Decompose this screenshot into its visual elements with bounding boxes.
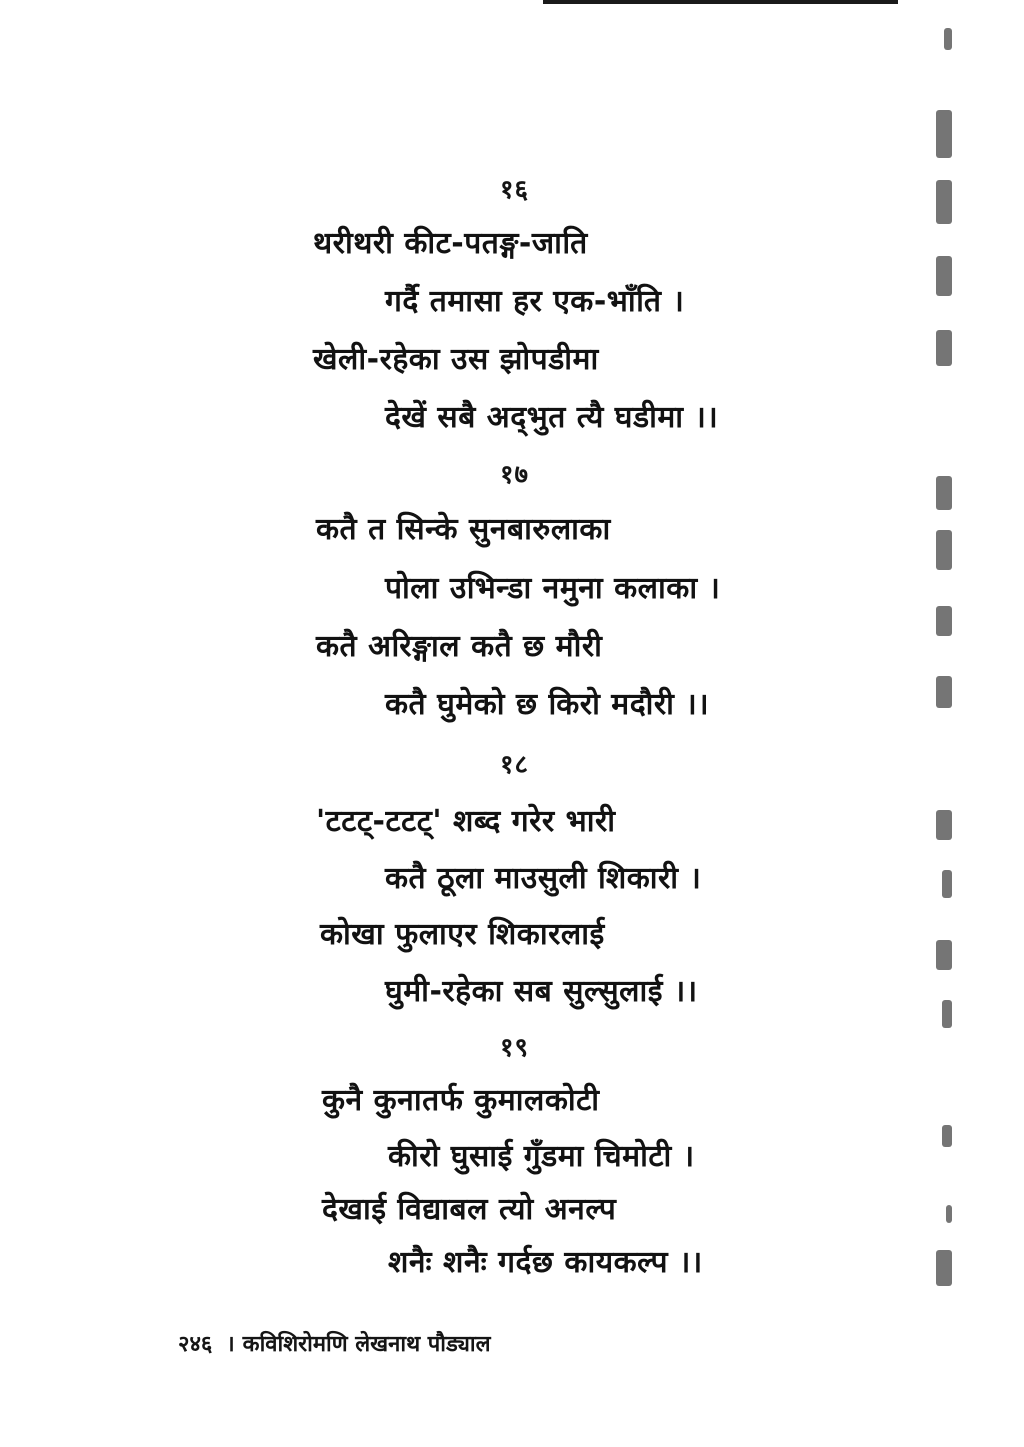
verse-line: 'टटट्-टटट्' शब्द गरेर भारी (316, 804, 616, 839)
verse-line: खेली-रहेका उस झोपडीमा (313, 342, 599, 377)
edge-bleed-mark (936, 940, 952, 970)
edge-bleed-mark (944, 28, 952, 50)
footer-separator: । (226, 1332, 235, 1357)
edge-bleed-mark (942, 1000, 952, 1028)
verse-line: कुनै कुनातर्फ कुमालकोटी (322, 1083, 600, 1118)
verse-line: कतै घुमेको छ किरो मदौरी ।। (385, 687, 710, 722)
verse-line: कोखा फुलाएर शिकारलाई (320, 917, 605, 952)
verse-number: १८ (500, 750, 530, 780)
edge-bleed-mark (936, 810, 952, 840)
edge-bleed-mark (942, 870, 952, 898)
page-number: २४६ (178, 1332, 213, 1357)
verse-line: देखाई विद्याबल त्यो अनल्प (322, 1192, 617, 1227)
edge-bleed-mark (936, 110, 952, 158)
verse-line: कीरो घुसाई गुँडमा चिमोटी । (388, 1139, 695, 1174)
verse-line: देखें सबै अद्‌भुत त्यै घडीमा ।। (385, 400, 719, 435)
verse-line: शनैः शनैः गर्दछ कायकल्प ।। (388, 1245, 703, 1280)
verse-number: १९ (500, 1033, 530, 1063)
verse-number: १६ (500, 175, 530, 205)
edge-bleed-mark (936, 180, 952, 224)
verse-line: कतै अरिङ्गाल कतै छ मौरी (316, 629, 603, 664)
top-rule (543, 0, 898, 4)
verse-line: पोला उभिन्डा नमुना कलाका । (385, 571, 721, 606)
edge-bleed-mark (936, 530, 952, 570)
edge-bleed-mark (936, 476, 952, 510)
verse-line: कतै ठूला माउसुली शिकारी । (385, 861, 702, 896)
edge-bleed-mark (936, 256, 952, 296)
edge-bleed-mark (942, 1125, 952, 1147)
edge-bleed-mark (936, 330, 952, 366)
book-title: कविशिरोमणि लेखनाथ पौड्याल (242, 1332, 491, 1357)
page-footer (178, 1328, 491, 1358)
edge-bleed-mark (946, 1205, 952, 1223)
edge-bleed-mark (936, 606, 952, 636)
edge-bleed-mark (936, 1250, 952, 1286)
verse-number: १७ (500, 460, 530, 490)
verse-line: थरीथरी कीट-पतङ्ग-जाति (313, 226, 588, 261)
verse-line: घुमी-रहेका सब सुल्सुलाई ।। (385, 974, 698, 1009)
verse-line: कतै त सिन्के सुनबारुलाका (316, 512, 611, 547)
edge-bleed-mark (936, 676, 952, 708)
verse-line: गर्दै तमासा हर एक-भाँति । (385, 284, 685, 319)
